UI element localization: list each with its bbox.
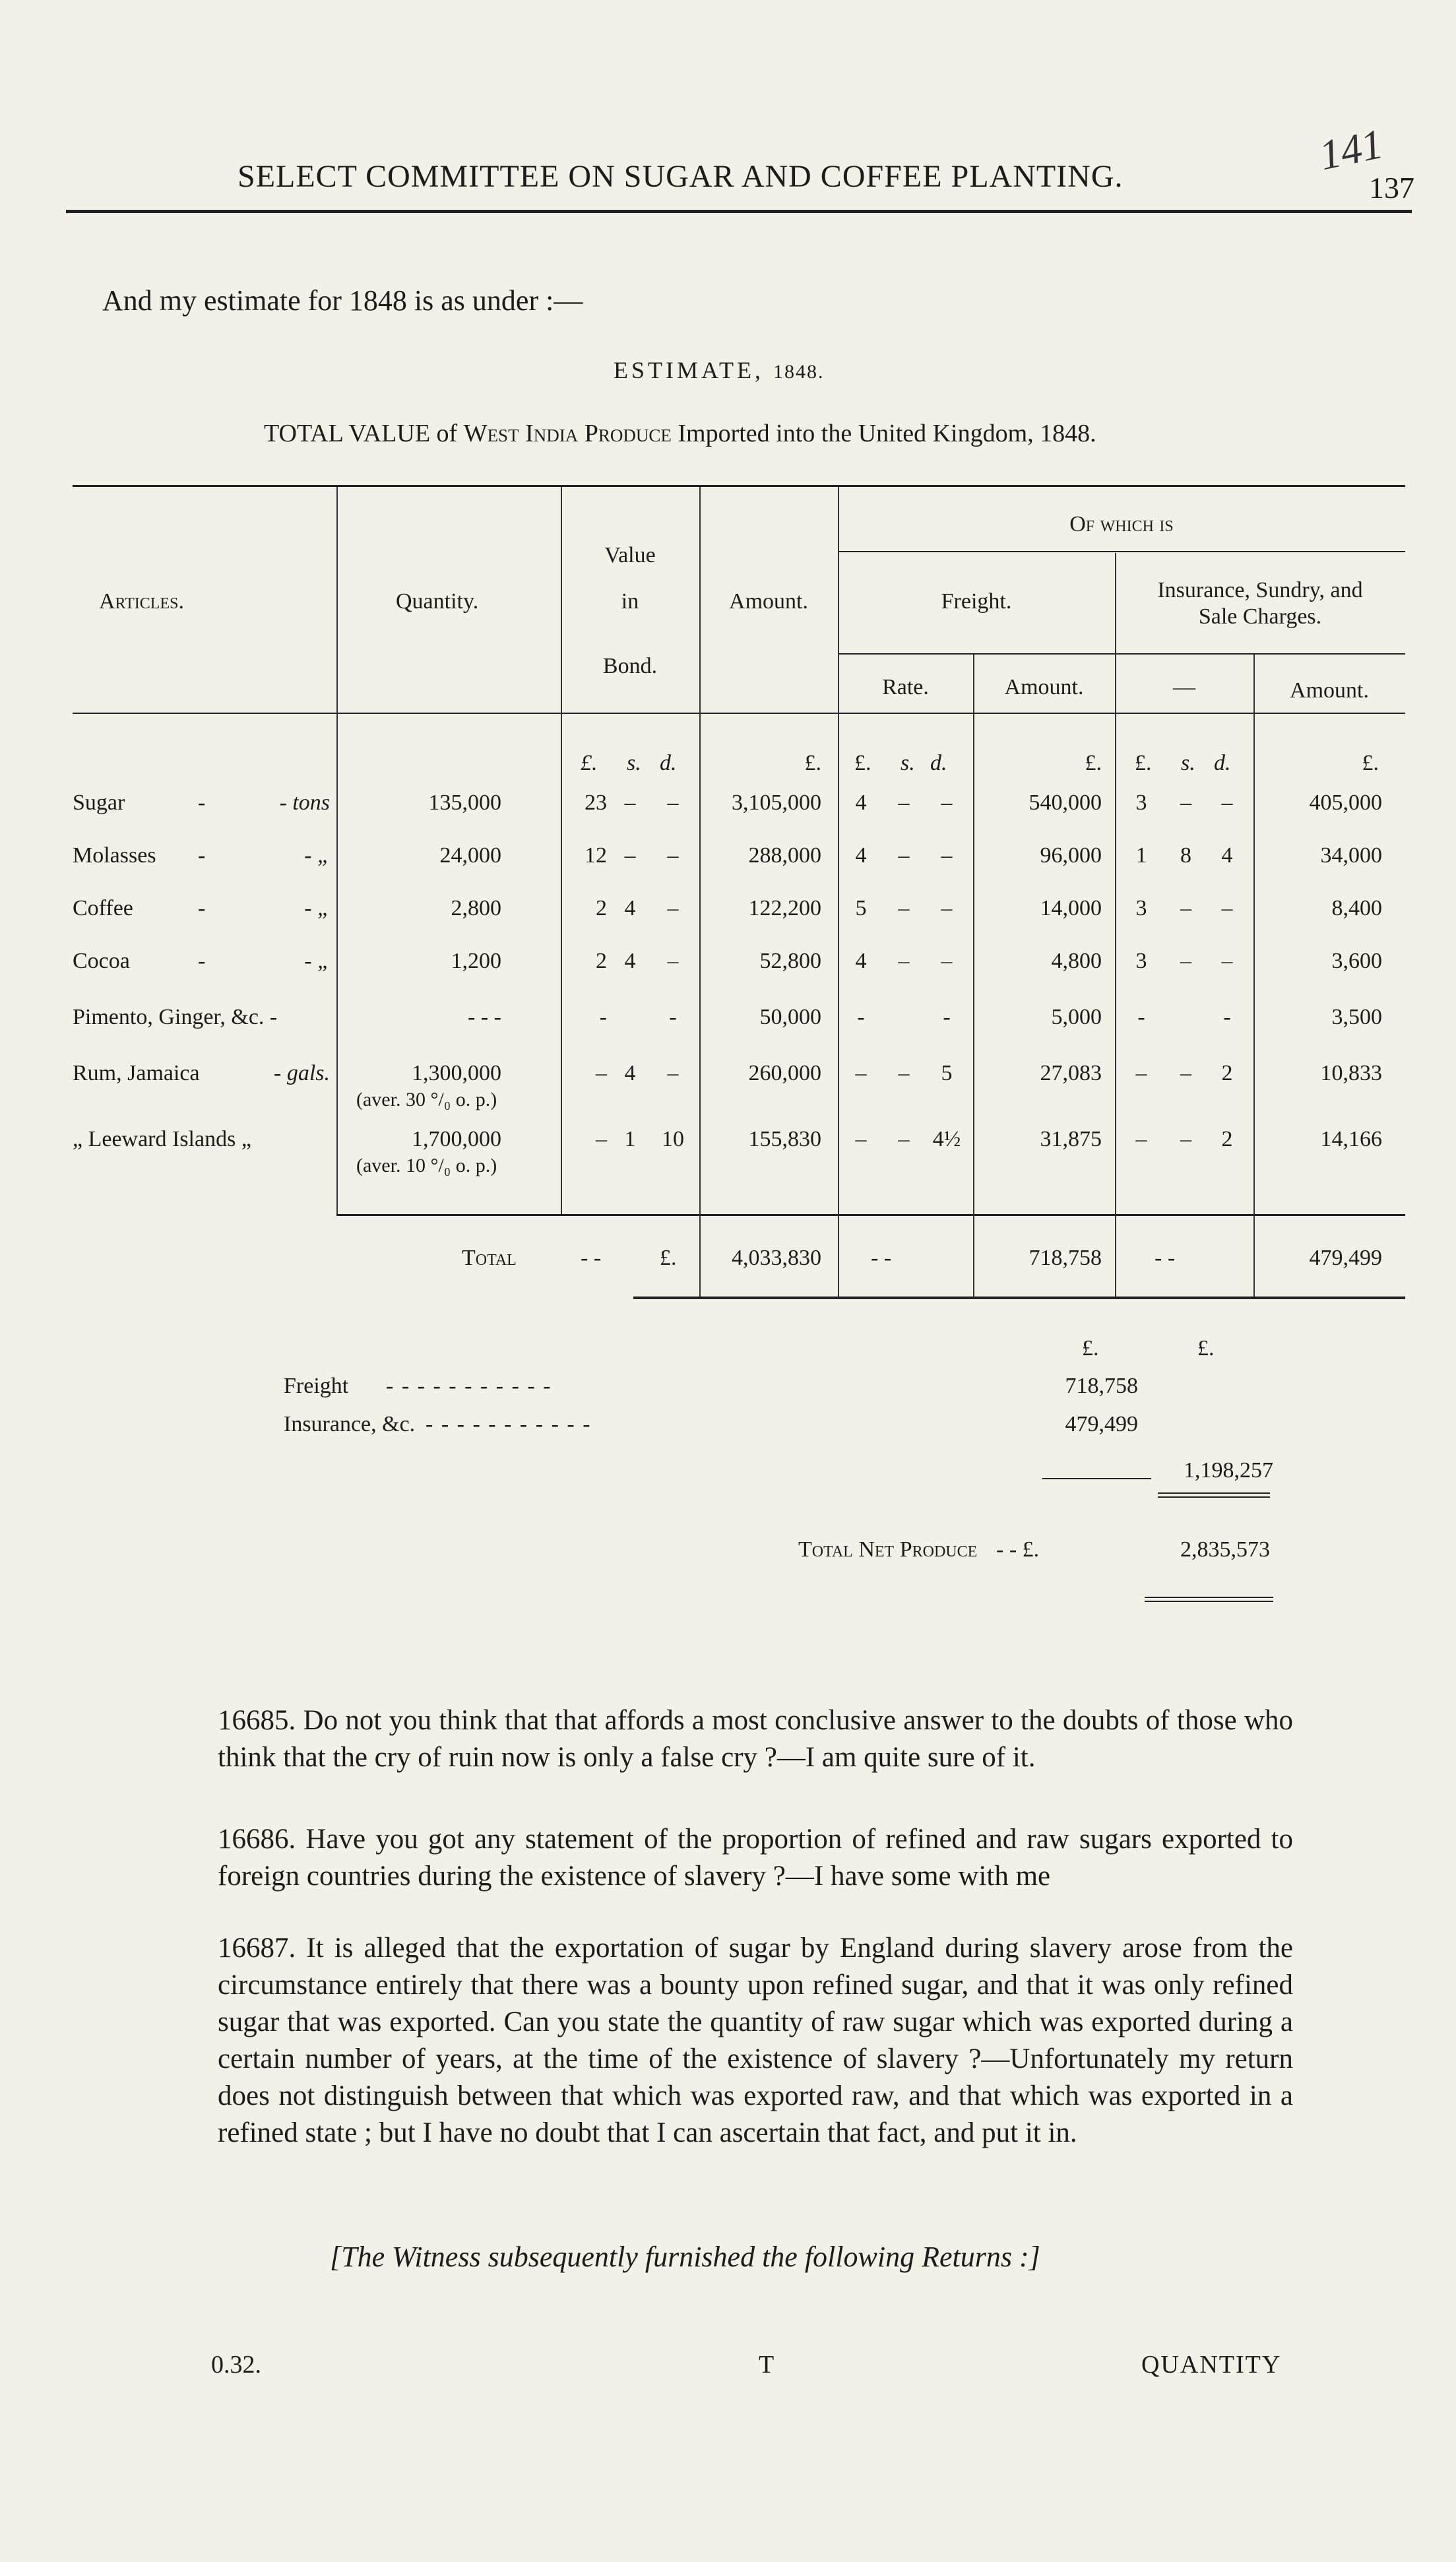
table-cell-rd: 5	[941, 1061, 953, 1085]
table-cell-qty: 135,000	[428, 790, 501, 815]
table-cell-qty: 24,000	[439, 843, 501, 868]
table-cell-rl: –	[855, 1127, 867, 1151]
table-cell-qty: 1,200	[451, 949, 501, 973]
table-cell-vs: –	[624, 843, 636, 868]
table-cell-rs: –	[898, 843, 910, 868]
table-cell-amount: 52,800	[759, 949, 821, 973]
page-number: 137	[1369, 171, 1414, 205]
summary-col-l2: £.	[1197, 1336, 1215, 1361]
table-cell-article: Pimento, Ginger, &c. -	[73, 1005, 278, 1029]
table-cell-vd: –	[667, 790, 679, 815]
header-rule	[66, 210, 1412, 213]
table-cell-il: –	[1135, 1127, 1147, 1151]
summary-net-label: Total Net Produce	[798, 1537, 978, 1562]
table-cell-dash: -	[198, 843, 206, 868]
summary-insurance-dashes: - - - - - - - - - - -	[426, 1412, 592, 1436]
table-cell-vl: –	[596, 1127, 607, 1151]
table-cell-rd: –	[941, 790, 953, 815]
header-value-2: in	[621, 589, 639, 614]
footer-catchword: QUANTITY	[1141, 2351, 1282, 2379]
table-cell-unit: - „	[304, 949, 330, 973]
intro-line: And my estimate for 1848 is as under :—	[102, 284, 583, 317]
table-cell-vd: –	[667, 1061, 679, 1085]
table-cell-iamt: 3,500	[1331, 1005, 1382, 1029]
header-insurance-2: Sale Charges.	[1198, 604, 1322, 629]
table-cell-iamt: 8,400	[1331, 896, 1382, 920]
summary-subtotal: 1,198,257	[1184, 1458, 1273, 1483]
unit-rate-d: d.	[930, 751, 947, 775]
table-cell-rs: –	[898, 1061, 910, 1085]
table-cell-vl: 2	[596, 896, 607, 920]
header-value-3: Bond.	[602, 654, 658, 678]
unit-rate-l: £.	[854, 751, 871, 775]
total-ins: - -	[1155, 1246, 1176, 1270]
table-cell-rs: –	[898, 949, 910, 973]
unit-ins-amount: £.	[1362, 751, 1379, 775]
table-cell-qty-note: (aver. 10 °/₀ o. p.)	[356, 1155, 497, 1176]
header-rate: Rate.	[882, 675, 929, 699]
header-value-1: Value	[604, 543, 656, 567]
table-subtitle	[264, 419, 1096, 448]
unit-ins-l: £.	[1135, 751, 1152, 775]
table-cell-iamt: 34,000	[1320, 843, 1382, 868]
table-cell-famt: 31,875	[1040, 1127, 1102, 1151]
total-currency: £.	[660, 1246, 677, 1270]
summary-insurance-value: 479,499	[1065, 1412, 1138, 1436]
subtitle-part-c: Imported into the United Kingdom, 1848.	[678, 420, 1096, 447]
paragraph-number: 16685.	[218, 1705, 296, 1736]
table-top-rule	[73, 485, 1405, 487]
table-cell-dash: -	[198, 949, 206, 973]
paragraph-16686	[218, 1821, 1293, 1895]
summary-net-dashes: - - £.	[996, 1537, 1040, 1562]
table-cell-article: „ Leeward Islands „	[73, 1127, 251, 1151]
table-cell-rl: 4	[855, 949, 867, 973]
table-cell-vl: 12	[585, 843, 607, 868]
table-cell-unit: - „	[304, 843, 330, 868]
header-insurance-dash: —	[1173, 675, 1195, 699]
summary-net-rule-1	[1145, 1597, 1273, 1598]
unit-ins-s: s.	[1181, 751, 1195, 775]
table-cell-amount: 3,105,000	[732, 790, 821, 815]
table-cell-is: –	[1180, 896, 1191, 920]
summary-freight-label: Freight	[284, 1374, 349, 1398]
header-bottom-rule	[73, 713, 1405, 714]
table-cell-amount: 288,000	[748, 843, 821, 868]
header-insurance-amount: Amount.	[1290, 678, 1369, 703]
summary-insurance-label: Insurance, &c.	[284, 1412, 416, 1436]
total-ins-amount: 479,499	[1309, 1246, 1382, 1270]
table-cell-rl: -	[857, 1005, 865, 1029]
total-top-rule	[336, 1214, 1405, 1216]
unit-rate-s: s.	[901, 751, 915, 775]
unit-amount: £.	[804, 751, 821, 775]
table-cell-rd: -	[943, 1005, 951, 1029]
header-quantity: Quantity.	[396, 589, 479, 614]
table-cell-id: -	[1223, 1005, 1231, 1029]
table-cell-rl: 5	[855, 896, 867, 920]
table-cell-qty: 1,300,000	[412, 1061, 501, 1085]
summary-net-rule-2	[1145, 1601, 1273, 1602]
footer-sheet-number: 0.32.	[211, 2351, 261, 2379]
table-cell-unit: - „	[304, 896, 330, 920]
table-cell-famt: 4,800	[1051, 949, 1102, 973]
table-cell-famt: 96,000	[1040, 843, 1102, 868]
table-cell-rd: –	[941, 896, 953, 920]
table-cell-article: Sugar	[73, 790, 125, 815]
table-cell-rs: –	[898, 896, 910, 920]
table-cell-qty: - - -	[468, 1005, 501, 1029]
table-cell-famt: 5,000	[1051, 1005, 1102, 1029]
table-cell-famt: 540,000	[1029, 790, 1102, 815]
table-cell-dash: -	[198, 896, 206, 920]
table-cell-vd: -	[669, 1005, 677, 1029]
table-cell-vd: 10	[662, 1127, 684, 1151]
unit-value-s: s.	[627, 751, 641, 775]
running-header-title: SELECT COMMITTEE ON SUGAR AND COFFEE PLANTING.	[237, 159, 1124, 194]
header-freight-amount: Amount.	[1004, 675, 1084, 699]
header-articles: Articles.	[99, 589, 184, 614]
table-cell-vl: 2	[596, 949, 607, 973]
table-cell-amount: 155,830	[748, 1127, 821, 1151]
total-label: Total	[462, 1246, 517, 1270]
summary-double-rule-2	[1158, 1496, 1270, 1498]
summary-col-l1: £.	[1082, 1336, 1099, 1361]
table-cell-iamt: 405,000	[1309, 790, 1382, 815]
summary-double-rule-1	[1158, 1492, 1270, 1494]
unit-freight-amount: £.	[1085, 751, 1102, 775]
table-cell-rl: 4	[855, 843, 867, 868]
table-cell-il: 3	[1135, 896, 1147, 920]
table-cell-vs: 4	[624, 1061, 636, 1085]
col-divider-5	[973, 655, 974, 1297]
paragraph-text: It is alleged that the exportation of sugar by England during slavery arose from the circumstance entirely that there was a bounty upon refined sugar, and that it was only refined sugar that was exported. Can you state the quantity of raw sugar which was exported during a certain number of years, at the time of the existence of slavery ?—Unfortunately my return does not distinguish between that which was exported raw, and that which was exported in a refined state ; but I have no doubt that I can ascertain that fact, and put it in.	[218, 1933, 1293, 2148]
table-cell-iamt: 14,166	[1320, 1127, 1382, 1151]
table-cell-dash: -	[198, 790, 206, 815]
table-cell-is: –	[1180, 1127, 1191, 1151]
paragraph-text: Have you got any statement of the proportion of refined and raw sugars exported to foreign countries during the existence of slavery ?—I have some with me	[218, 1824, 1294, 1892]
total-amount: 4,033,830	[732, 1246, 821, 1270]
table-cell-rl: –	[855, 1061, 867, 1085]
table-cell-il: 3	[1135, 790, 1147, 815]
table-cell-is: 8	[1180, 843, 1191, 868]
table-cell-id: –	[1221, 790, 1233, 815]
table-cell-vl: -	[599, 1005, 607, 1029]
paragraph-16687	[218, 1930, 1293, 2152]
summary-net-value: 2,835,573	[1180, 1537, 1270, 1562]
table-cell-famt: 14,000	[1040, 896, 1102, 920]
table-cell-il: 3	[1135, 949, 1147, 973]
table-cell-vs: 1	[624, 1127, 636, 1151]
table-cell-vd: –	[667, 949, 679, 973]
table-cell-il: -	[1137, 1005, 1145, 1029]
table-cell-id: –	[1221, 949, 1233, 973]
summary-subtotal-rule	[1042, 1478, 1151, 1479]
table-cell-unit: - tons	[279, 790, 330, 815]
table-cell-vs: –	[624, 790, 636, 815]
table-cell-il: 1	[1135, 843, 1147, 868]
table-cell-iamt: 10,833	[1320, 1061, 1382, 1085]
paragraph-text: Do not you think that that affords a most conclusive answer to the doubts of those who think that the cry of ruin now is only a false cry ?—I am quite sure of it.	[218, 1705, 1293, 1773]
unit-ins-d: d.	[1214, 751, 1231, 775]
estimate-word: ESTIMATE,	[614, 357, 764, 383]
table-cell-il: –	[1135, 1061, 1147, 1085]
table-cell-article: Molasses	[73, 843, 156, 868]
handwritten-page-mark: 141	[1315, 119, 1387, 179]
table-cell-iamt: 3,600	[1331, 949, 1382, 973]
unit-value-d: d.	[660, 751, 677, 775]
col-divider-6	[1115, 553, 1116, 1297]
total-bottom-rule	[633, 1297, 1405, 1299]
subheader-rule	[838, 653, 1405, 655]
table-cell-is: –	[1180, 790, 1191, 815]
subtitle-part-b: West India Produce	[463, 420, 672, 447]
table-cell-is: –	[1180, 1061, 1191, 1085]
table-cell-qty: 1,700,000	[412, 1127, 501, 1151]
table-cell-is: –	[1180, 949, 1191, 973]
col-divider-7	[1253, 655, 1255, 1297]
estimate-year: 1848.	[773, 361, 825, 383]
table-cell-amount: 122,200	[748, 896, 821, 920]
footer-signature: T	[759, 2351, 775, 2379]
estimate-title	[614, 356, 825, 384]
paragraph-16685	[218, 1702, 1293, 1776]
table-cell-id: 4	[1221, 843, 1233, 868]
summary-freight-dashes: - - - - - - - - - - -	[386, 1374, 552, 1398]
header-amount: Amount.	[729, 589, 808, 614]
table-cell-qty: 2,800	[451, 896, 501, 920]
total-freight: 718,758	[1029, 1246, 1102, 1270]
subtitle-part-a: TOTAL VALUE of	[264, 420, 458, 447]
paragraph-number: 16686.	[218, 1824, 296, 1855]
table-cell-rd: –	[941, 949, 953, 973]
table-cell-amount: 50,000	[759, 1005, 821, 1029]
table-cell-rd: 4½	[932, 1127, 961, 1151]
table-cell-id: 2	[1221, 1061, 1233, 1085]
table-cell-vs: 4	[624, 949, 636, 973]
header-insurance: Insurance, Sundry, and	[1157, 578, 1363, 602]
table-cell-vd: –	[667, 896, 679, 920]
total-rate: - -	[871, 1246, 892, 1270]
table-cell-rd: –	[941, 843, 953, 868]
header-of-which: Of which is	[1069, 512, 1174, 536]
table-cell-rs: –	[898, 1127, 910, 1151]
table-cell-vl: –	[596, 1061, 607, 1085]
table-cell-article: Rum, Jamaica	[73, 1061, 200, 1085]
summary-freight-value: 718,758	[1065, 1374, 1138, 1398]
header-freight: Freight.	[941, 589, 1012, 614]
table-cell-unit: - gals.	[274, 1061, 330, 1085]
table-cell-id: 2	[1221, 1127, 1233, 1151]
table-cell-vl: 23	[585, 790, 607, 815]
table-cell-qty-note: (aver. 30 °/₀ o. p.)	[356, 1089, 497, 1110]
table-cell-vd: –	[667, 843, 679, 868]
unit-value-l: £.	[581, 751, 598, 775]
table-cell-vs: 4	[624, 896, 636, 920]
table-cell-amount: 260,000	[748, 1061, 821, 1085]
total-dashes: - -	[581, 1246, 602, 1270]
paragraph-number: 16687.	[218, 1933, 296, 1964]
witness-note: [The Witness subsequently furnished the following Returns :]	[330, 2241, 1040, 2273]
table-cell-famt: 27,083	[1040, 1061, 1102, 1085]
of-which-rule	[838, 551, 1405, 552]
table-cell-rs: –	[898, 790, 910, 815]
table-cell-article: Coffee	[73, 896, 133, 920]
table-cell-rl: 4	[855, 790, 867, 815]
table-cell-id: –	[1221, 896, 1233, 920]
col-divider-1	[336, 487, 338, 1214]
table-cell-article: Cocoa	[73, 949, 130, 973]
